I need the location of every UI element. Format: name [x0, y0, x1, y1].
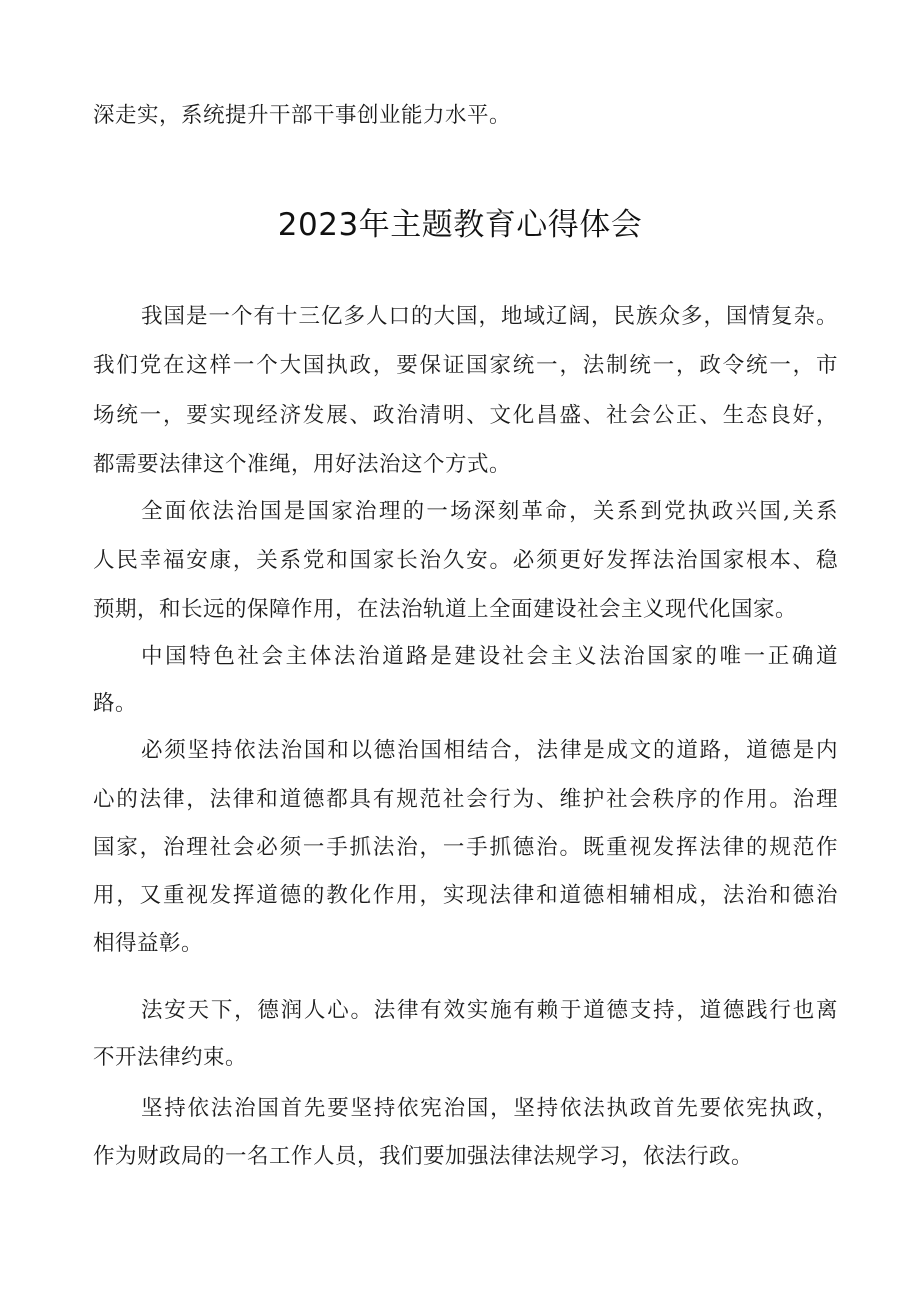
- paragraph-line: 全面依法治国是国家治理的一场深刻革命，关系到党执政兴国,关系: [141, 499, 838, 524]
- paragraph-line: 必须坚持依法治国和以德治国相结合，法律是成文的道路，道德是内: [141, 738, 838, 763]
- paragraph-line: 心的法律，法律和道德都具有规范社会行为、维护社会秩序的作用。治理: [93, 787, 838, 812]
- paragraph-line: 路。: [93, 691, 138, 716]
- paragraph-line: 作为财政局的一名工作人员，我们要加强法律法规学习，依法行政。: [93, 1144, 754, 1169]
- paragraph-line: 法安天下，德润人心。法律有效实施有赖于道德支持，道德践行也离: [141, 998, 838, 1023]
- paragraph-line: 中国特色社会主体法治道路是建设社会主义法治国家的唯一正确道: [141, 644, 838, 669]
- paragraph-line: 我国是一个有十三亿多人口的大国，地域辽阔，民族众多，国情复杂。: [141, 304, 838, 329]
- paragraph-line: 用，又重视发挥道德的教化作用，实现法律和道德相辅相成，法治和德治: [93, 883, 838, 908]
- intro-tail-line: 深走实，系统提升干部干事创业能力水平。: [93, 103, 512, 128]
- paragraph-line: 坚持依法治国首先要坚持依宪治国，坚持依法执政首先要依宪执政，: [141, 1096, 838, 1121]
- paragraph-line: 人民幸福安康，关系党和国家长治久安。必须更好发挥法治国家根本、稳: [93, 548, 838, 573]
- paragraph-line: 我们党在这样一个大国执政，要保证国家统一，法制统一，政令统一，市: [93, 353, 838, 378]
- paragraph-line: 不开法律约束。: [93, 1045, 248, 1070]
- paragraph-line: 场统一，要实现经济发展、政治清明、文化昌盛、社会公正、生态良好，: [93, 403, 838, 428]
- paragraph-line: 都需要法律这个准绳，用好法治这个方式。: [93, 452, 512, 477]
- paragraph-line: 相得益彰。: [93, 931, 204, 956]
- paragraph-line: 国家，治理社会必须一手抓法治，一手抓德治。既重视发挥法律的规范作: [93, 835, 838, 860]
- paragraph-line: 预期，和长远的保障作用，在法治轨道上全面建设社会主义现代化国家。: [93, 597, 798, 622]
- document-title: 2023年主题教育心得体会: [277, 207, 643, 243]
